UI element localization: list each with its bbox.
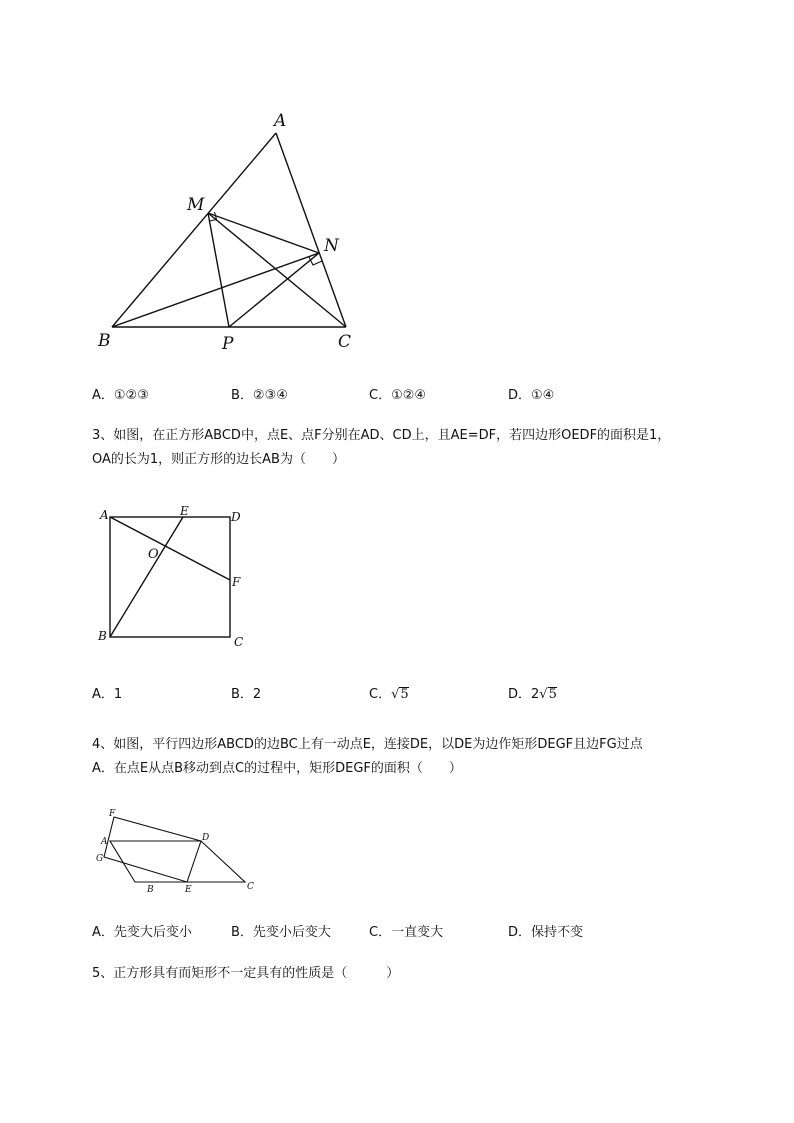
sqrt-5 [539,686,557,704]
segment-mn [208,213,319,253]
label-a: A [100,508,109,522]
parallelogram-figure-svg [90,805,270,895]
sqrt-sign: √ [539,687,548,702]
label-c: C [247,882,254,892]
label-g: G [96,854,104,864]
q4-option-c[interactable]: C．一直变大 [369,925,444,940]
label-e: E [180,504,189,518]
label-a: A [101,837,108,847]
q3-option-c-prefix: C． [369,687,392,702]
q2-option-a[interactable]: A．①②③ [92,388,149,403]
label-d: D [231,510,241,524]
triangle-figure-svg [90,100,370,360]
question-4 [92,733,732,781]
label-c: C [234,635,244,649]
square-figure-svg [90,500,260,655]
question-3-line-1: 3、如图，在正方形ABCD中，点E、点F分别在AD、CD上，且AE=DF，若四边形OEDF的面积是1， [92,428,671,443]
segment-af [110,517,230,580]
label-b: B [98,331,111,351]
q3-option-d-prefix: D．2 [508,687,540,702]
label-n: N [324,236,339,256]
right-angle-mark-n [309,257,322,265]
label-c: C [338,332,352,352]
label-b: B [147,885,154,895]
question-3 [92,424,732,472]
label-d: D [202,833,210,843]
label-m: M [187,195,205,215]
square-figure [90,500,260,655]
q4-option-a[interactable]: A．先变大后变小 [92,925,192,940]
q3-option-c[interactable] [369,686,409,704]
radicand: 5 [400,687,409,702]
label-o: O [148,547,159,562]
q4-option-d[interactable]: D．保持不变 [508,925,584,940]
q3-option-d[interactable] [508,686,557,704]
rectangle-degf [104,817,201,882]
radicand: 5 [548,687,557,702]
sqrt-sign: √ [391,687,400,702]
q2-option-b[interactable]: B．②③④ [231,388,288,403]
parallelogram-abcd [110,841,245,882]
parallelogram-figure [90,805,270,895]
label-p: P [222,334,234,354]
question-5 [92,962,732,986]
label-a: A [274,111,287,131]
q4-option-b[interactable]: B．先变小后变大 [231,925,331,940]
segment-be [110,517,183,637]
q2-option-d[interactable]: D．①④ [508,388,555,403]
label-e: E [185,885,192,895]
label-b: B [98,629,107,643]
q3-option-b[interactable]: B．2 [231,687,262,702]
sqrt-5 [391,686,409,704]
label-f: F [109,809,116,819]
q3-option-a[interactable]: A．1 [92,687,123,702]
question-5-line-1: 5、正方形具有而矩形不一定具有的性质是（ ） [92,966,400,981]
square-abcd [110,517,230,637]
question-4-line-1: 4、如图，平行四边形ABCD的边BC上有一动点E，连接DE，以DE为边作矩形DEGF且边FG过点 [92,737,643,752]
segment-np [229,253,319,327]
question-4-line-2: A．在点E从点B移动到点C的过程中，矩形DEGF的面积（ ） [92,761,462,776]
question-3-line-2: OA的长为1，则正方形的边长AB为（ ） [92,452,345,467]
label-f: F [232,575,241,589]
q2-option-c[interactable]: C．①②④ [369,388,427,403]
segment-mp [208,213,229,327]
triangle-figure [90,100,370,360]
